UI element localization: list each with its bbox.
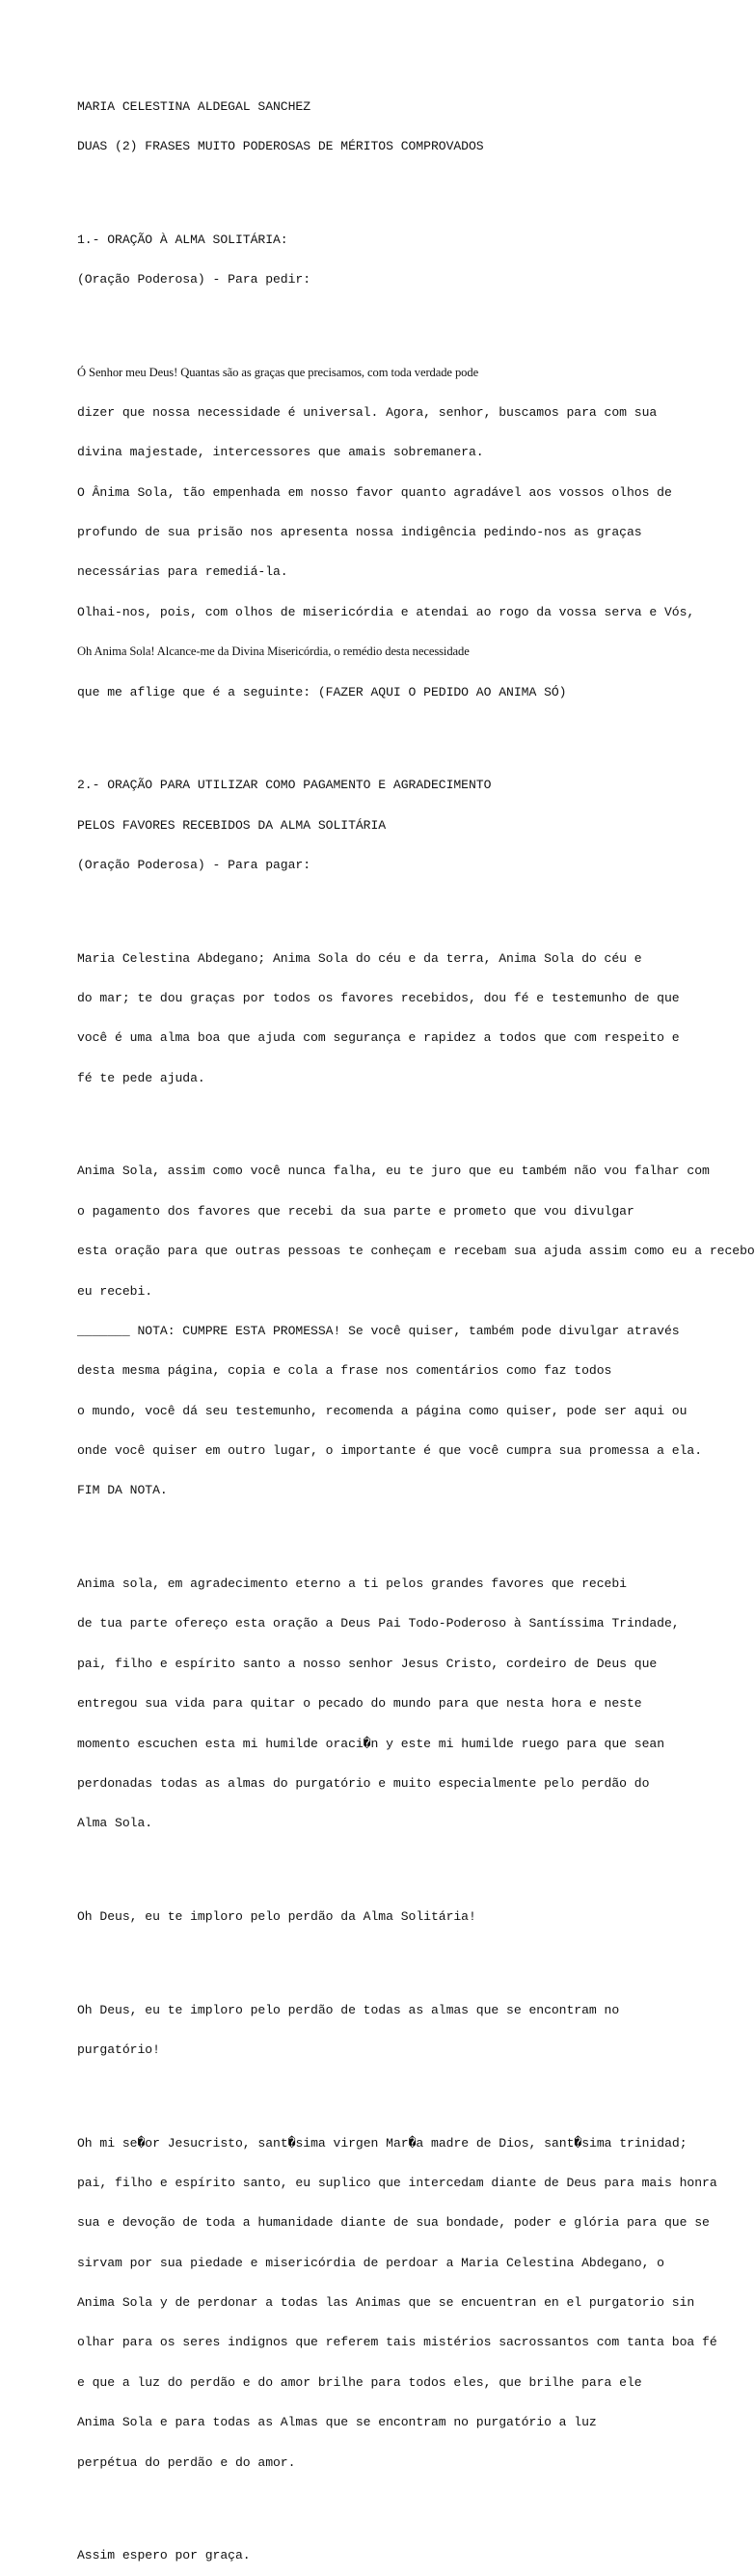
section1-subtitle: (Oração Poderosa) - Para pedir: [77, 271, 311, 287]
note-end: FIM DA NOTA. [77, 1483, 168, 1498]
paragraph-line: Anima Sola y de perdonar a todas las Animas que se encuentran en el purgatorio sin [77, 2295, 695, 2311]
paragraph-line: Oh mi se�or Jesucristo, sant�sima virgen Mar�a madre de Dios, sant�sima trinidad; [77, 2135, 688, 2151]
paragraph-line: olhar para os seres indignos que referem tais mistérios sacrossantos com tanta boa fé [77, 2335, 717, 2350]
paragraph-line: Anima Sola, assim como você nunca falha, eu te juro que eu também não vou falhar com [77, 1164, 710, 1179]
paragraph-line: Alma Sola. [77, 1816, 153, 1831]
section1-line: Ó Senhor meu Deus! Quantas são as graças que precisamos, com toda verdade pode [77, 365, 479, 379]
section2-title: PELOS FAVORES RECEBIDOS DA ALMA SOLITÁRIA [77, 817, 387, 833]
paragraph-line: fé te pede ajuda. [77, 1070, 205, 1085]
paragraph-line: Oh Deus, eu te imploro pelo perdão da Alma Solitária! [77, 1908, 476, 1924]
paragraph-line: pai, filho e espírito santo a nosso senhor Jesus Cristo, cordeiro de Deus que [77, 1656, 658, 1671]
section1-line: Oh Anima Sola! Alcance-me da Divina Misericórdia, o remédio desta necessidade [77, 644, 470, 659]
section2-title: 2.- ORAÇÃO PARA UTILIZAR COMO PAGAMENTO E AGRADECIMENTO [77, 778, 492, 793]
document-subtitle: DUAS (2) FRASES MUITO PODEROSAS DE MÉRITOS COMPROVADOS [77, 138, 484, 153]
section1-title: 1.- ORAÇÃO À ALMA SOLITÁRIA: [77, 232, 288, 247]
paragraph-line: de tua parte ofereço esta oração a Deus Pai Todo-Poderoso à Santíssima Trindade, [77, 1616, 680, 1631]
note-line: o mundo, você dá seu testemunho, recomenda a página como quiser, pode ser aqui ou [77, 1403, 688, 1418]
section1-line: Olhai-nos, pois, com olhos de misericórdia e atendai ao rogo da vossa serva e Vós, [77, 604, 695, 619]
paragraph-line: e que a luz do perdão e do amor brilhe para todos eles, que brilhe para ele [77, 2374, 642, 2390]
section1-line: divina majestade, intercessores que amais sobremanera. [77, 445, 484, 460]
document-text [77, 73, 755, 2576]
paragraph-line: você é uma alma boa que ajuda com segurança e rapidez a todos que com respeito e [77, 1030, 680, 1046]
section1-line: dizer que nossa necessidade é universal. Agora, senhor, buscamos para com sua [77, 404, 658, 420]
note-line: _______ NOTA: CUMPRE ESTA PROMESSA! Se você quiser, também pode divulgar através [77, 1323, 680, 1338]
note-line: onde você quiser em outro lugar, o importante é que você cumpra sua promessa a ela. [77, 1443, 703, 1459]
paragraph-line: eu recebi. [77, 1283, 153, 1299]
section1-line: profundo de sua prisão nos apresenta nossa indigência pedindo-nos as graças [77, 525, 642, 540]
paragraph-line: Anima sola, em agradecimento eterno a ti pelos grandes favores que recebi [77, 1576, 627, 1592]
section2-subtitle: (Oração Poderosa) - Para pagar: [77, 858, 311, 873]
paragraph-line: momento escuchen esta mi humilde oraci�n y este mi humilde ruego para que sean [77, 1736, 665, 1751]
paragraph-line: Oh Deus, eu te imploro pelo perdão de todas as almas que se encontram no [77, 2002, 620, 2017]
section1-line: O Ânima Sola, tão empenhada em nosso favor quanto agradável aos vossos olhos de [77, 484, 672, 500]
paragraph-line: Anima Sola e para todas as Almas que se encontram no purgatório a luz [77, 2415, 597, 2430]
paragraph-line: entregou sua vida para quitar o pecado do mundo para que nesta hora e neste [77, 1696, 642, 1712]
paragraph-line: perpétua do perdão e do amor. [77, 2454, 296, 2470]
section1-line: que me aflige que é a seguinte: (FAZER AQUI O PEDIDO AO ANIMA SÓ) [77, 684, 567, 699]
paragraph-line: do mar; te dou graças por todos os favores recebidos, dou fé e testemunho de que [77, 990, 680, 1005]
paragraph-line: perdonadas todas as almas do purgatório e muito especialmente pelo perdão do [77, 1776, 650, 1791]
paragraph-line: Maria Celestina Abdegano; Anima Sola do céu e da terra, Anima Sola do céu e [77, 950, 642, 966]
paragraph-line: purgatório! [77, 2042, 160, 2057]
paragraph-line: pai, filho e espírito santo, eu suplico que intercedam diante de Deus para mais honra [77, 2175, 717, 2190]
paragraph-line: esta oração para que outras pessoas te conheçam e recebam sua ajuda assim como eu a recebo [77, 1244, 755, 1259]
paragraph-line: sua e devoção de toda a humanidade diante de sua bondade, poder e glória para que se [77, 2215, 710, 2231]
paragraph-line: o pagamento dos favores que recebi da sua parte e prometo que vou divulgar [77, 1203, 634, 1219]
section1-line: necessárias para remediá-la. [77, 564, 288, 580]
paragraph-line: sirvam por sua piedade e misericórdia de perdoar a Maria Celestina Abdegano, o [77, 2255, 664, 2270]
note-line: desta mesma página, copia e cola a frase nos comentários como faz todos [77, 1363, 612, 1379]
closing-line: Assim espero por graça. [77, 2548, 251, 2563]
author-line: MARIA CELESTINA ALDEGAL SANCHEZ [77, 98, 311, 114]
